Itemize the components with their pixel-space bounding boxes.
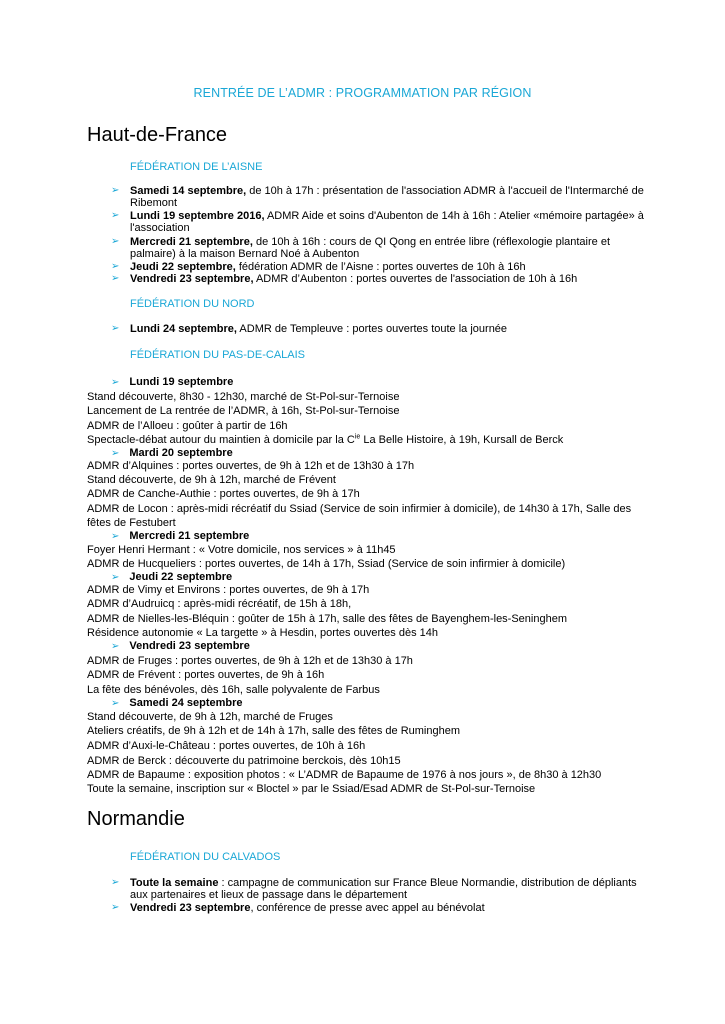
federation-heading-calvados: FÉDÉRATION DU CALVADOS <box>130 851 281 863</box>
federation-heading-pas-de-calais: FÉDÉRATION DU PAS-DE-CALAIS <box>130 349 306 361</box>
arrow-bullet-icon: ➢ <box>111 641 120 652</box>
arrow-bullet-icon: ➢ <box>111 877 120 888</box>
event-line: Ateliers créatifs, de 9h à 12h et de 14h à 17h, salle des fêtes de Ruminghem <box>87 725 461 737</box>
federation-heading-aisne: FÉDÉRATION DE L’AISNE <box>130 161 263 173</box>
arrow-bullet-icon: ➢ <box>111 210 120 221</box>
day-heading: ➢ Lundi 19 septembre <box>111 376 234 388</box>
event-line: ADMR de Fruges : portes ouvertes, de 9h à 12h et de 13h30 à 17h <box>87 655 413 667</box>
event-line: Spectacle-débat autour du maintien à domicile par la $C^{ie}$ La Belle Histoire, à 19h, Kursall de Berck <box>87 433 564 446</box>
day-heading: ➢ Samedi 24 septembre <box>111 697 243 709</box>
event-line: ADMR de Locon : après-midi récréatif du Ssiad (Service de soin infirmier à domicile), de 14h30 à 17h, Salle des <box>87 503 632 515</box>
arrow-bullet-icon: ➢ <box>111 261 120 272</box>
event-line: ADMR de l’Alloeu : goûter à partir de 16h <box>87 420 288 432</box>
event-line: Stand découverte, de 9h à 12h, marché de Frévent <box>87 474 336 486</box>
event-line: ADMR d’Alquines : portes ouvertes, de 9h à 12h et de 13h30 à 17h <box>87 460 415 472</box>
arrow-bullet-icon: ➢ <box>111 448 120 459</box>
event-line: ADMR de Vimy et Environs : portes ouvertes, de 9h à 17h <box>87 584 370 596</box>
event-line: ADMR de Berck : découverte du patrimoine berckois, dès 10h15 <box>87 755 401 767</box>
event-line: Foyer Henri Hermant : « Votre domicile, nos services » à 11h45 <box>87 544 396 556</box>
region-heading-normandie: Normandie <box>87 808 185 830</box>
arrow-bullet-icon: ➢ <box>111 273 120 284</box>
event-line: ADMR de Canche-Authie : portes ouvertes, de 9h à 17h <box>87 488 360 500</box>
event-line: Toute la semaine, inscription sur « Bloctel » par le Ssiad/Esad ADMR de St-Pol-sur-Ternoise <box>87 783 536 795</box>
federation-heading-nord: FÉDÉRATION DU NORD <box>130 298 255 310</box>
day-heading: ➢ Mardi 20 septembre <box>111 447 233 459</box>
event-line: Stand découverte, 8h30 - 12h30, marché de St-Pol-sur-Ternoise <box>87 391 400 403</box>
event-line: fêtes de Festubert <box>87 517 176 529</box>
event-line: ADMR de Nielles-les-Bléquin : goûter de 15h à 17h, salle des fêtes de Bayenghem-les-Seninghem <box>87 613 567 625</box>
arrow-bullet-icon: ➢ <box>111 531 120 542</box>
event-line: Résidence autonomie « La targette » à Hesdin, portes ouvertes dès 14h <box>87 627 439 639</box>
arrow-bullet-icon: ➢ <box>111 698 120 709</box>
event-line: ADMR d’Auxi-le-Château : portes ouvertes, de 10h à 16h <box>87 740 366 752</box>
arrow-bullet-icon: ➢ <box>111 377 120 388</box>
arrow-bullet-icon: ➢ <box>111 323 120 334</box>
arrow-bullet-icon: ➢ <box>111 185 120 196</box>
arrow-bullet-icon: ➢ <box>111 902 120 913</box>
event-line: ADMR d’Audruicq : après-midi récréatif, de 15h à 18h, <box>87 598 352 610</box>
arrow-bullet-icon: ➢ <box>111 572 120 583</box>
arrow-bullet-icon: ➢ <box>111 236 120 247</box>
day-heading: ➢ Mercredi 21 septembre <box>111 530 250 542</box>
event-line: ADMR de Frévent : portes ouvertes, de 9h à 16h <box>87 669 325 681</box>
page-title: RENTRÉE DE L’ADMR : PROGRAMMATION PAR RÉGION <box>193 86 532 100</box>
event-line: ADMR de Hucqueliers : portes ouvertes, de 14h à 17h, Ssiad (Service de soin infirmier à domicile) <box>87 558 566 570</box>
document-page: RENTRÉE DE L’ADMR : PROGRAMMATION PAR RÉGION Haut-de-France FÉDÉRATION DE L’AISNE ➢ Samedi 14 septembre, de 10h à 17h : présentation de l'association ADMR à l'accueil de l'Intermarché de Ribemont ➢ Lundi 19 septembre 2016, ADMR Aide et soins d'Aubenton de 14h à 16h : Atelier «mémoire partagée» à l'association ➢ Mercredi 21 septembre, de 10h à 16h : cours de QI Qong en entrée libre (réflexologie plantaire et palmaire) à la maison Bernard Noé à Aubenton ➢ Jeudi 22 septembre, fédération ADMR de l’Aisne : portes ouvertes de 10h à 16h ➢ Vendredi 23 septembre, ADMR d’Aubenton : portes ouvertes de l'association de 10h à 16h FÉDÉRATION DU NORD ➢ Lundi 24 septembre, ADMR de Templeuve : portes ouvertes toute la journée FÉDÉRATION DU PAS-DE-CALAIS ➢ Lundi 19 septembre Stand découverte, 8h30 - 12h30, marché de St-Pol-sur-Ternoise Lancement de La rentrée de l’ADMR, à 16h, St-Pol-sur-Ternoise ADMR de l’Alloeu : goûter à partir de 16h Spectacle-débat autour du maintien à domicile par la $C^{ie}$ La Belle Histoire, à 19h, Kursall de Berck ➢ Mardi 20 septembre ADMR d’Alquines : portes ouvertes, de 9h à 12h et de 13h30 à 17h Stand découverte, de 9h à 12h, marché de Frévent ADMR de Canche-Authie : portes ouvertes, de 9h à 17h ADMR de Locon : après-midi récréatif du Ssiad (Service de soin infirmier à domicile), de 14h30 à 17h, Salle des fêtes de Festubert ➢ Mercredi 21 septembre Foyer Henri Hermant : « Votre domicile, nos services » à 11h45 ADMR de Hucqueliers : portes ouvertes, de 14h à 17h, Ssiad (Service de soin infirmier à domicile) ➢ Jeudi 22 septembre ADMR de Vimy et Environs : portes ouvertes, de 9h à 17h ADMR d’Audruicq : après-midi récréatif, de 15h à 18h, ADMR de Nielles-les-Bléquin : goûter de 15h à 17h, salle des fêtes de Bayenghem-les-Seninghem Résidence autonomie « La targette » à Hesdin, portes ouvertes dès 14h ➢ Vendredi 23 septembre ADMR de Fruges : portes ouvertes, de 9h à 12h et de 13h30 à 17h ADMR de Frévent : portes ouvertes, de 9h à 16h La fête des bénévoles, dès 16h, salle polyvalente de Farbus ➢ Samedi 24 septembre Stand découverte, de 9h à 12h, marché de Fruges Ateliers créatifs, de 9h à 12h et de 14h à 17h, salle des fêtes de Ruminghem ADMR d’Auxi-le-Château : portes ouvertes, de 10h à 16h ADMR de Berck : découverte du patrimoine berckois, dès 10h15 ADMR de Bapaume : exposition photos : « L’ADMR de Bapaume de 1976 à nos jours », de 8h30 à 12h30 Toute la semaine, inscription sur « Bloctel » par le Ssiad/Esad ADMR de St-Pol-sur-Ternoise Normandie FÉDÉRATION DU CALVADOS ➢ Toute la semaine : campagne de communication sur France Bleue Normandie, distribution de dépliants aux partenaires et lieux de passage dans le département ➢ Vendredi 23 septembre, conférence de presse avec appel au bénévolat <box>0 0 725 1024</box>
region-heading-haut-de-france: Haut-de-France <box>87 124 228 146</box>
day-heading: ➢ Jeudi 22 septembre <box>111 571 233 583</box>
event-line: Stand découverte, de 9h à 12h, marché de Fruges <box>87 711 333 723</box>
event-line: La fête des bénévoles, dès 16h, salle polyvalente de Farbus <box>87 684 380 696</box>
day-heading: ➢ Vendredi 23 septembre <box>111 640 250 652</box>
event-line: ADMR de Bapaume : exposition photos : « L’ADMR de Bapaume de 1976 à nos jours », de 8h30 à 12h30 <box>87 769 602 781</box>
event-line: Lancement de La rentrée de l’ADMR, à 16h, St-Pol-sur-Ternoise <box>87 405 400 417</box>
